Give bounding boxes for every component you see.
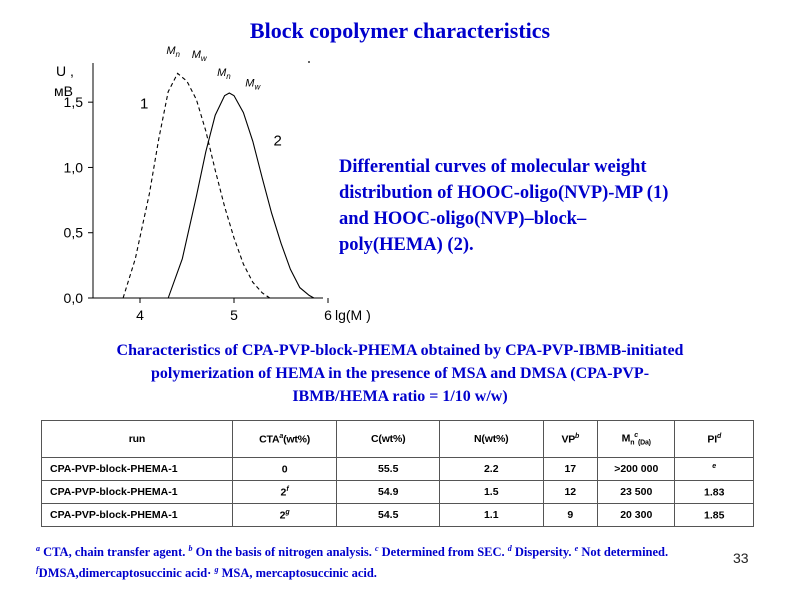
cell-c: 55.5 — [337, 458, 439, 481]
cell-pi: e — [675, 458, 754, 481]
cell-vp: 12 — [543, 481, 598, 504]
table-footnotes: $^a$ CTA, chain transfer agent. $^b$ On the basis of nitrogen analysis. $^c$ Determined from SEC. $^d$ Dispersity. $^e$ Not determined. $^f$DMSA,dimercaptosuccinic acid· $^g$ MSA, mercaptosuccinic acid. — [36, 544, 669, 581]
y-tick-label: 0,0 — [63, 290, 83, 306]
caption-line: poly(HEMA) (2). — [339, 235, 474, 255]
y-tick-label: 1,0 — [63, 159, 83, 176]
series-label: 1 — [140, 95, 149, 113]
header-n: N(wt%) — [439, 421, 543, 458]
cell-cta: 2$^g$ — [232, 504, 337, 527]
page-number: 33 — [733, 550, 749, 566]
y-axis-label: U , — [56, 63, 74, 79]
table-row — [42, 458, 754, 481]
peak-annotation: $M_w$ — [191, 48, 207, 63]
cell-vp: 17 — [543, 458, 598, 481]
y-tick-label: 1,5 — [63, 94, 83, 111]
stray-dot — [308, 61, 310, 63]
copolymer-table — [41, 420, 754, 527]
table-row — [42, 481, 754, 504]
table-header-row — [42, 421, 754, 458]
caption-line: and HOOC-oligo(NVP)–block– — [339, 209, 587, 229]
figure-caption — [339, 154, 739, 258]
caption-line: distribution of HOOC-oligo(NVP)-MP (1) — [339, 183, 669, 203]
x-axis-label: lg(M ) — [335, 307, 371, 323]
cell-pi: 1.83 — [675, 481, 754, 504]
header-run: run — [42, 421, 233, 458]
cell-run: CPA-PVP-block-PHEMA-1 — [42, 481, 233, 504]
cell-n: 2.2 — [439, 458, 543, 481]
page-title: Block copolymer characteristics — [249, 18, 551, 43]
cell-mn: 23 500 — [598, 481, 675, 504]
y-tick-label: 0,5 — [63, 224, 83, 241]
cell-c: 54.9 — [337, 481, 439, 504]
cell-n: 1.1 — [439, 504, 543, 527]
peak-annotation: $M_n$ — [217, 67, 231, 82]
header-cta: CTA$^a$(wt%) — [232, 421, 337, 458]
header-pi: $PI^d$ — [675, 421, 754, 458]
x-tick-label: 4 — [136, 307, 144, 323]
series-label: 2 — [273, 132, 282, 150]
table-title-line: IBMB/HEMA ratio = 1/10 w/w) — [292, 388, 508, 405]
cell-mn: >200 000 — [598, 458, 675, 481]
cell-vp: 9 — [543, 504, 598, 527]
x-tick-label: 5 — [230, 307, 238, 323]
x-tick-label: 6 — [324, 307, 332, 323]
mwd-chart — [48, 44, 371, 328]
cell-run: CPA-PVP-block-PHEMA-1 — [42, 458, 233, 481]
cell-c: 54.5 — [337, 504, 439, 527]
table-title — [38, 339, 762, 408]
cell-cta: 2$^f$ — [232, 481, 337, 504]
series-2-line — [168, 93, 314, 298]
peak-annotation: $M_w$ — [245, 77, 261, 92]
header-vp: $VP^b$ — [543, 421, 598, 458]
table-title-line: Characteristics of CPA-PVP-block-PHEMA obtained by CPA-PVP-IBMB-initiated — [116, 342, 684, 359]
table-title-line: polymerization of HEMA in the presence of MSA and DMSA (CPA-PVP- — [150, 365, 650, 382]
y-axis-unit: мВ — [54, 83, 73, 99]
cell-cta: 0 — [232, 458, 337, 481]
table-row — [42, 504, 754, 527]
cell-n: 1.5 — [439, 481, 543, 504]
cell-run: CPA-PVP-block-PHEMA-1 — [42, 504, 233, 527]
cell-pi: 1.85 — [675, 504, 754, 527]
peak-annotation: $M_n$ — [166, 44, 180, 59]
cell-mn: 20 300 — [598, 504, 675, 527]
header-mn: $M_n^c_{(Da)}$ — [598, 421, 675, 458]
header-c: C(wt%) — [337, 421, 439, 458]
caption-line: Differential curves of molecular weight — [339, 157, 647, 177]
